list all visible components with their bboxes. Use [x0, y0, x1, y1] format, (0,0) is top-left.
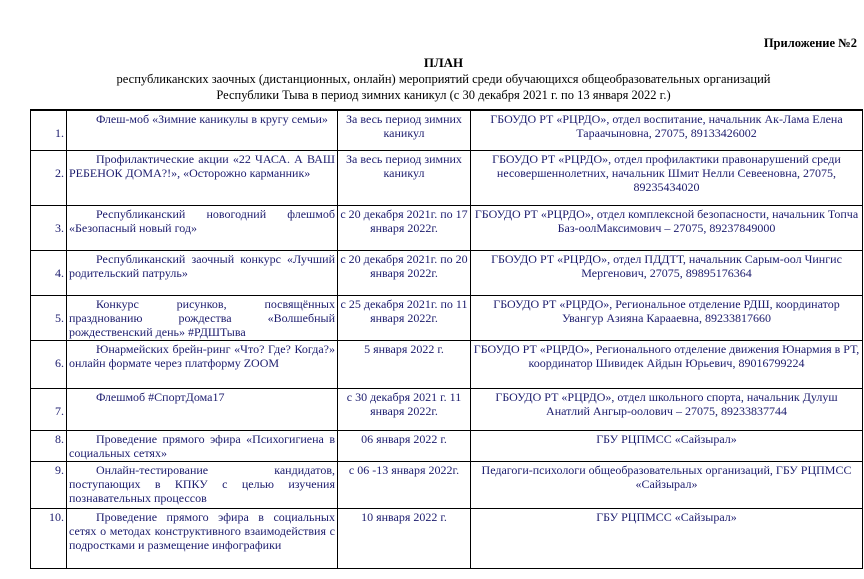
row-number: 9.	[31, 461, 67, 508]
table-row	[31, 150, 863, 205]
row-number: 7.	[31, 388, 67, 430]
row-number: 1.	[31, 110, 67, 150]
row-number: 6.	[31, 340, 67, 388]
event-dates-cell: За весь период зимних каникул	[338, 150, 471, 205]
event-dates-cell: с 30 декабря 2021 г. 11 января 2022г.	[338, 388, 471, 430]
table-row	[31, 461, 863, 508]
row-number: 5.	[31, 295, 67, 340]
row-number: 8.	[31, 430, 67, 461]
row-number: 3.	[31, 205, 67, 250]
table-row	[31, 205, 863, 250]
table-row	[31, 295, 863, 340]
event-name-cell: Республиканский новогодний флешмоб «Безопасный новый год»	[67, 205, 338, 250]
document-content	[30, 36, 860, 569]
responsible-cell: ГБОУДО РТ «РЦРДО», Регионального отделение движения Юнармия в РТ, координатор Шивидек Айдын Юрьевич, 89016799224	[471, 340, 863, 388]
event-dates-cell: 10 января 2022 г.	[338, 508, 471, 568]
responsible-cell: ГБУ РЦПМСС «Сайзырал»	[471, 430, 863, 461]
responsible-cell: Педагоги-психологи общеобразовательных организаций, ГБУ РЦПМСС «Сайзырал»	[471, 461, 863, 508]
event-dates-cell: с 25 декабря 2021г. по 11 января 2022г.	[338, 295, 471, 340]
responsible-cell: ГБОУДО РТ «РЦРДО», Региональное отделение РДШ, координатор Увангур Азияна Карааевна, 89233817660	[471, 295, 863, 340]
row-number: 10.	[31, 508, 67, 568]
page-title: ПЛАН	[423, 55, 464, 70]
event-name-cell: Республиканский заочный конкурс «Лучший родительский патруль»	[67, 250, 338, 295]
responsible-cell: ГБОУДО РТ «РЦРДО», отдел воспитание, начальник Ак-Лама Елена Тараачыновна, 27075, 89133426002	[471, 110, 863, 150]
responsible-cell: ГБОУДО РТ «РЦРДО», отдел профилактики правонарушений среди несовершеннолетних, начальник Шмит Нелли Севееновна, 27075, 89235434020	[471, 150, 863, 205]
document-subtitle-line1: республиканских заочных (дистанционных, онлайн) мероприятий среди обучающихся общеобразовательных организаций	[116, 72, 771, 86]
event-dates-cell: с 20 декабря 2021г. по 20 января 2022г.	[338, 250, 471, 295]
responsible-cell: ГБОУДО РТ «РЦРДО», отдел ПДДТТ, начальник Сарым-оол Чингис Мергенович, 27075, 89895176364	[471, 250, 863, 295]
table-row	[31, 430, 863, 461]
event-dates-cell: За весь период зимних каникул	[338, 110, 471, 150]
event-name-cell: Конкурс рисунков, посвящённых празднованию рождества «Волшебный рождественский день» #РДШТыва	[67, 295, 338, 340]
appendix-label: Приложение №2	[763, 36, 857, 50]
event-name-cell: Профилактические акции «22 ЧАСА. А ВАШ РЕБЕНОК ДОМА?!», «Осторожно карманник»	[67, 150, 338, 205]
event-name-cell: Флешмоб #СпортДома17	[67, 388, 338, 430]
event-dates-cell: 5 января 2022 г.	[338, 340, 471, 388]
event-dates-cell: с 20 декабря 2021г. по 17 января 2022г.	[338, 205, 471, 250]
table-row	[31, 110, 863, 150]
event-name-cell: Проведение прямого эфира в социальных сетях о методах конструктивного взаимодействия с подростками и размещение инфографики	[67, 508, 338, 568]
table-row	[31, 340, 863, 388]
responsible-cell: ГБУ РЦПМСС «Сайзырал»	[471, 508, 863, 568]
table-row	[31, 508, 863, 568]
event-dates-cell: с 06 -13 января 2022г.	[338, 461, 471, 508]
row-number: 4.	[31, 250, 67, 295]
responsible-cell: ГБОУДО РТ «РЦРДО», отдел комплексной безопасности, начальник Топча Баз-оолМаксимович – 27075, 89237849000	[471, 205, 863, 250]
row-number: 2.	[31, 150, 67, 205]
events-table	[30, 109, 863, 569]
event-name-cell: Флеш-моб «Зимние каникулы в кругу семьи»	[67, 110, 338, 150]
responsible-cell: ГБОУДО РТ «РЦРДО», отдел школьного спорта, начальник Дулуш Анатлий Ангыр-оолович – 27075, 89233837744	[471, 388, 863, 430]
table-row	[31, 250, 863, 295]
document-subtitle-line2: Республики Тыва в период зимних каникул (с 30 декабря 2021 г. по 13 января 2022 г.)	[216, 88, 671, 102]
event-name-cell: Онлайн-тестирование кандидатов, поступающих в КПКУ с целью изучения познавательных процессов	[67, 461, 338, 508]
event-dates-cell: 06 января 2022 г.	[338, 430, 471, 461]
event-name-cell: Юнармейских брейн-ринг «Что? Где? Когда?» онлайн формате через платформу ZOOM	[67, 340, 338, 388]
event-name-cell: Проведение прямого эфира «Психогигиена в социальных сетях»	[67, 430, 338, 461]
table-row	[31, 388, 863, 430]
